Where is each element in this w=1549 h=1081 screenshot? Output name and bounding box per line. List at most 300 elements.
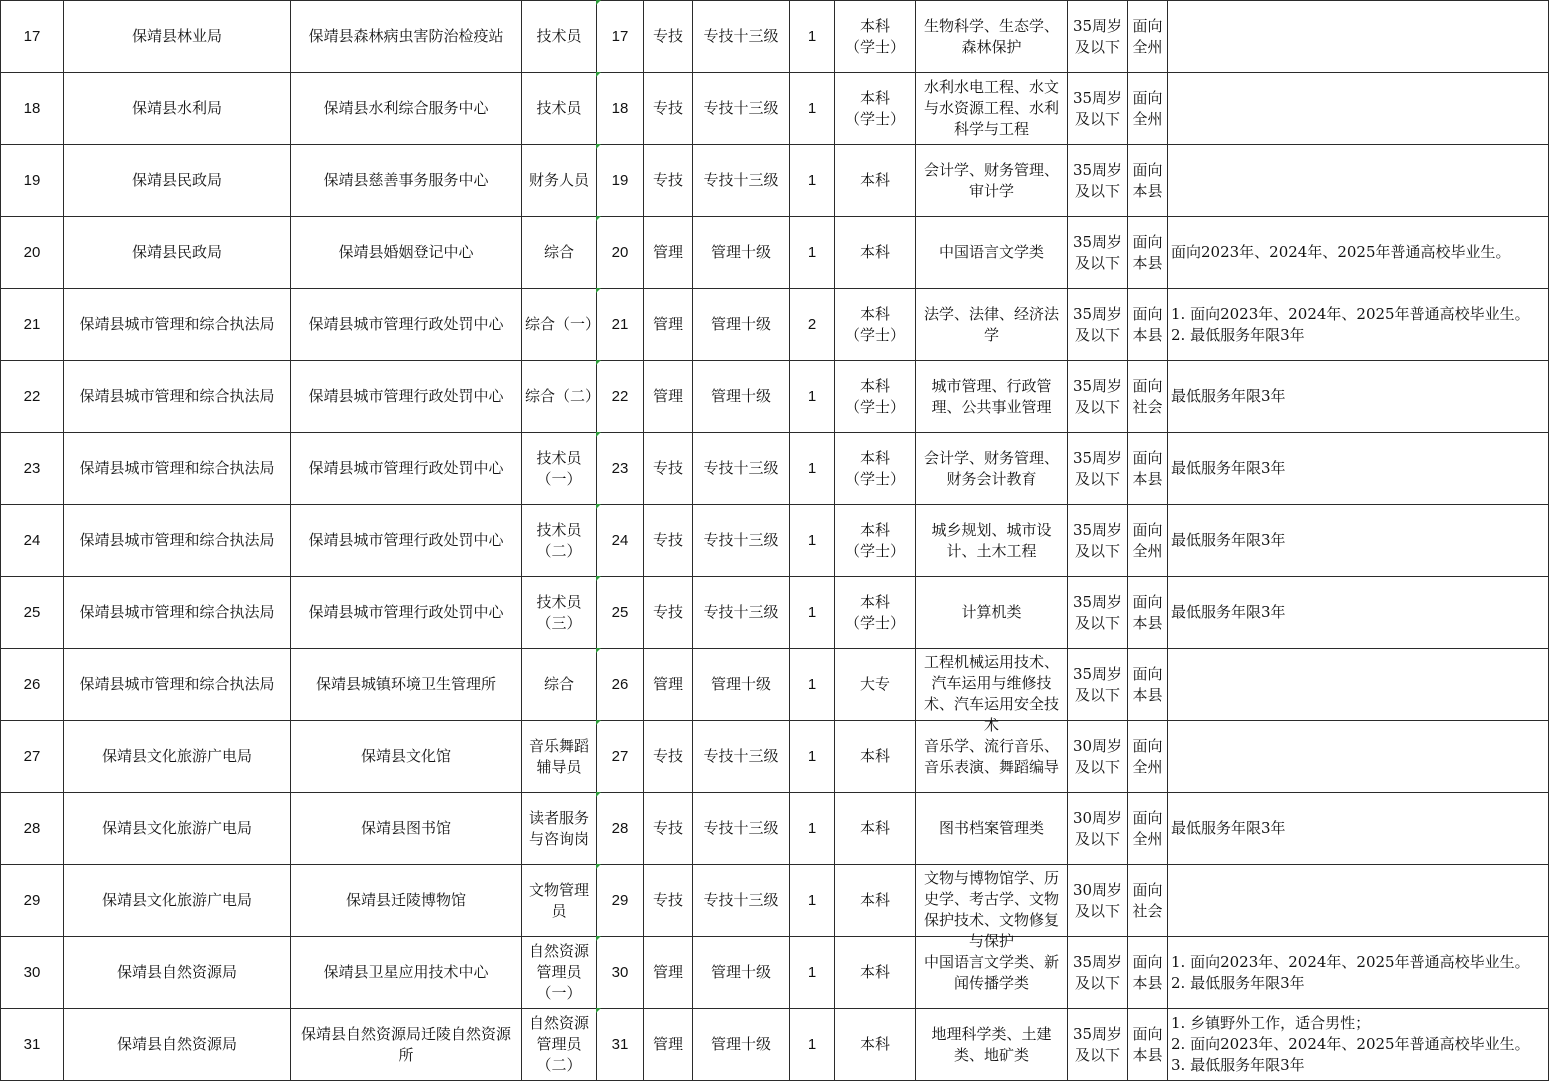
cell-employer-unit — [291, 505, 522, 577]
cell-major-requirement — [916, 433, 1068, 505]
cell-serial-number-text: 28 — [23, 820, 41, 837]
cell-position-type — [644, 1, 693, 73]
cell-position-grade — [693, 361, 790, 433]
cell-major-requirement-text: 中国语言文学类 — [938, 243, 1044, 261]
cell-recruit-scope — [1128, 721, 1168, 793]
cell-employer-unit-text: 保靖县城镇环境卫生管理所 — [315, 675, 496, 693]
cell-hiring-count-text: 1 — [807, 460, 817, 477]
cell-position-type-text: 管理 — [652, 675, 683, 693]
cell-notes — [1168, 145, 1549, 217]
cell-notes — [1168, 217, 1549, 289]
cell-major-requirement — [916, 721, 1068, 793]
cell-position-grade-text: 管理十级 — [710, 1035, 771, 1053]
cell-employer-unit — [291, 649, 522, 721]
cell-major-requirement-text: 法学、法律、经济法学 — [923, 304, 1059, 344]
degree-requirement: （学士） — [844, 397, 905, 416]
cell-position-name — [522, 793, 597, 865]
cell-department — [64, 1009, 291, 1081]
cell-notes — [1168, 289, 1549, 361]
cell-position-type-text: 专技 — [652, 27, 683, 45]
cell-department-text: 保靖县城市管理和综合执法局 — [79, 387, 275, 405]
cell-notes — [1168, 721, 1549, 793]
cell-recruit-scope-text: 面向全州 — [1132, 520, 1163, 560]
cell-major-requirement — [916, 649, 1068, 734]
cell-notes — [1168, 865, 1549, 937]
cell-position-name — [522, 865, 597, 937]
cell-position-name — [522, 289, 601, 361]
cell-department — [64, 793, 291, 865]
cell-employer-unit — [291, 577, 522, 649]
cell-recruit-scope-text: 面向本县 — [1132, 664, 1163, 704]
cell-education — [835, 793, 916, 865]
cell-serial-number-text: 26 — [23, 676, 41, 693]
table-row — [1, 577, 1549, 649]
note-line: 1. 乡镇野外工作，适合男性； — [1171, 1014, 1371, 1032]
cell-position-name-text: 财务人员 — [528, 171, 589, 189]
education-level: 大专 — [859, 675, 890, 693]
cell-position-name-text: 读者服务与咨询岗 — [528, 808, 589, 848]
cell-recruit-scope-text: 面向全州 — [1132, 808, 1163, 848]
education-level: 本科 — [859, 963, 890, 981]
degree-requirement: （学士） — [844, 469, 905, 488]
cell-recruit-scope — [1128, 793, 1168, 865]
cell-major-requirement — [916, 1, 1068, 73]
cell-position-type — [644, 865, 693, 937]
cell-hiring-count-text: 2 — [807, 316, 817, 333]
cell-department-text: 保靖县城市管理和综合执法局 — [79, 603, 275, 621]
cell-recruit-scope — [1128, 145, 1168, 217]
cell-position-grade-text: 专技十三级 — [703, 531, 779, 549]
cell-hiring-count — [790, 577, 835, 649]
cell-position-name-text: 自然资源管理员（二） — [528, 1014, 589, 1074]
cell-major-requirement — [916, 865, 1068, 950]
cell-age-requirement-text: 35周岁及以下 — [1072, 376, 1123, 416]
cell-serial-number — [1, 721, 64, 793]
cell-hiring-count-text: 1 — [807, 964, 817, 981]
cell-position-grade — [693, 577, 790, 649]
cell-serial-number — [1, 1009, 64, 1081]
cell-position-type — [644, 361, 693, 433]
cell-position-name-text: 综合（二） — [525, 387, 601, 405]
cell-department-text: 保靖县民政局 — [131, 243, 222, 261]
cell-employer-unit-text: 保靖县城市管理行政处罚中心 — [308, 459, 504, 477]
cell-age-requirement-text: 35周岁及以下 — [1072, 592, 1123, 632]
cell-age-requirement — [1068, 577, 1128, 649]
cell-serial-number — [1, 73, 64, 145]
cell-serial-number — [1, 937, 64, 1009]
cell-position-name — [522, 1, 597, 73]
cell-position-type-text: 管理 — [652, 963, 683, 981]
cell-position-type-text: 专技 — [652, 747, 683, 765]
education-level: 本科 — [859, 16, 890, 35]
education-level: 本科 — [859, 448, 890, 467]
cell-major-requirement — [916, 793, 1068, 865]
cell-position-grade-text: 管理十级 — [710, 315, 771, 333]
note-line: 2. 面向2023年、2024年、2025年普通高校毕业生。 — [1171, 1035, 1530, 1053]
education-level: 本科 — [859, 304, 890, 323]
table-row — [1, 1, 1549, 73]
cell-age-requirement-text: 35周岁及以下 — [1072, 448, 1123, 488]
cell-recruit-scope — [1128, 505, 1168, 577]
table-row — [1, 937, 1549, 1009]
cell-hiring-count — [790, 361, 835, 433]
education-level: 本科 — [859, 243, 890, 261]
cell-recruit-scope — [1128, 649, 1168, 721]
cell-hiring-count-text: 1 — [807, 748, 817, 765]
degree-requirement: （学士） — [844, 37, 905, 56]
cell-position-grade — [693, 73, 790, 145]
cell-position-name-text: 综合（一） — [525, 315, 601, 333]
cell-age-requirement-text: 35周岁及以下 — [1072, 16, 1123, 56]
table-row — [1, 433, 1549, 505]
cell-employer-unit — [291, 1009, 522, 1081]
cell-age-requirement — [1068, 145, 1128, 217]
cell-recruit-scope — [1128, 73, 1168, 145]
cell-hiring-count-text: 1 — [807, 820, 817, 837]
cell-recruit-scope — [1128, 217, 1168, 289]
cell-position-code-text: 29 — [611, 892, 629, 909]
cell-position-type-text: 管理 — [652, 387, 683, 405]
cell-notes — [1168, 577, 1549, 649]
cell-major-requirement — [916, 1009, 1068, 1081]
cell-major-requirement — [916, 73, 1068, 145]
note-line: 3. 最低服务年限3年 — [1171, 1056, 1305, 1074]
cell-position-grade — [693, 505, 790, 577]
cell-age-requirement-text: 35周岁及以下 — [1072, 232, 1123, 272]
cell-position-name — [522, 721, 597, 793]
cell-recruit-scope — [1128, 937, 1168, 1009]
cell-employer-unit-text: 保靖县自然资源局迁陵自然资源所 — [300, 1024, 511, 1064]
education-level: 本科 — [859, 819, 890, 837]
cell-position-type — [644, 289, 693, 361]
cell-position-code-text: 20 — [611, 244, 629, 261]
cell-education — [835, 721, 916, 793]
cell-hiring-count — [790, 865, 835, 937]
cell-age-requirement-text: 35周岁及以下 — [1072, 160, 1123, 200]
table-row — [1, 361, 1549, 433]
cell-hiring-count — [790, 1009, 835, 1081]
cell-employer-unit-text: 保靖县慈善事务服务中心 — [323, 171, 489, 189]
cell-position-name-text: 技术员（一） — [536, 448, 582, 488]
cell-position-grade — [693, 865, 790, 937]
cell-position-name-text: 技术员（二） — [536, 520, 582, 560]
table-row — [1, 289, 1549, 361]
cell-position-name-text: 综合 — [543, 243, 574, 261]
education-level: 本科 — [859, 88, 890, 107]
cell-age-requirement — [1068, 217, 1128, 289]
cell-position-code-text: 22 — [611, 388, 629, 405]
cell-position-name — [522, 145, 597, 217]
cell-department-text: 保靖县城市管理和综合执法局 — [79, 531, 275, 549]
degree-requirement: （学士） — [844, 109, 905, 128]
cell-education — [835, 361, 916, 433]
cell-position-code — [597, 289, 644, 361]
cell-department — [64, 433, 291, 505]
cell-education — [835, 1009, 916, 1081]
cell-major-requirement-text: 音乐学、流行音乐、音乐表演、舞蹈编导 — [923, 736, 1059, 776]
cell-employer-unit — [291, 145, 522, 217]
table-body — [1, 1, 1549, 1081]
cell-position-grade-text: 专技十三级 — [703, 603, 779, 621]
cell-education — [835, 505, 916, 577]
cell-major-requirement-text: 工程机械运用技术、汽车运用与维修技术、汽车运用安全技术 — [923, 652, 1059, 734]
cell-hiring-count-text: 1 — [807, 172, 817, 189]
cell-age-requirement-text: 35周岁及以下 — [1072, 304, 1123, 344]
cell-position-code-text: 31 — [611, 1036, 629, 1053]
cell-position-grade-text: 管理十级 — [710, 387, 771, 405]
cell-education — [835, 865, 916, 937]
cell-major-requirement-text: 生物科学、生态学、森林保护 — [923, 16, 1059, 56]
cell-department-text: 保靖县水利局 — [131, 99, 222, 117]
cell-hiring-count — [790, 217, 835, 289]
cell-age-requirement — [1068, 433, 1128, 505]
cell-employer-unit — [291, 793, 522, 865]
degree-requirement: （学士） — [844, 613, 905, 632]
cell-notes — [1168, 937, 1549, 1009]
cell-employer-unit — [291, 1, 522, 73]
cell-department-text: 保靖县文化旅游广电局 — [101, 819, 252, 837]
cell-position-name — [522, 361, 601, 433]
cell-major-requirement — [916, 937, 1068, 1009]
cell-position-code-text: 21 — [611, 316, 629, 333]
cell-serial-number — [1, 289, 64, 361]
cell-department — [64, 721, 291, 793]
cell-position-grade — [693, 793, 790, 865]
cell-hiring-count-text: 1 — [807, 532, 817, 549]
cell-major-requirement-text: 城市管理、行政管理、公共事业管理 — [931, 376, 1052, 416]
cell-age-requirement — [1068, 73, 1128, 145]
cell-position-type-text: 专技 — [652, 819, 683, 837]
cell-position-type — [644, 73, 693, 145]
cell-recruit-scope-text: 面向本县 — [1132, 232, 1163, 272]
cell-recruit-scope — [1128, 361, 1168, 433]
cell-education — [835, 145, 916, 217]
table-row — [1, 865, 1549, 937]
cell-serial-number — [1, 649, 64, 721]
note-line: 最低服务年限3年 — [1171, 387, 1286, 405]
cell-notes — [1168, 1009, 1549, 1081]
degree-requirement: （学士） — [844, 541, 905, 560]
cell-position-grade-text: 管理十级 — [710, 675, 771, 693]
cell-department-text: 保靖县城市管理和综合执法局 — [79, 459, 275, 477]
note-line: 面向2023年、2024年、2025年普通高校毕业生。 — [1171, 243, 1511, 261]
cell-department — [64, 577, 291, 649]
cell-position-type — [644, 433, 693, 505]
cell-age-requirement — [1068, 289, 1128, 361]
cell-position-name — [522, 649, 597, 721]
cell-serial-number-text: 18 — [23, 100, 41, 117]
cell-position-code — [597, 793, 644, 865]
cell-employer-unit-text: 保靖县文化馆 — [360, 747, 451, 765]
cell-hiring-count — [790, 721, 835, 793]
cell-position-code-text: 25 — [611, 604, 629, 621]
cell-serial-number — [1, 433, 64, 505]
cell-department — [64, 73, 291, 145]
cell-department-text: 保靖县文化旅游广电局 — [101, 891, 252, 909]
cell-age-requirement — [1068, 361, 1128, 433]
cell-serial-number-text: 22 — [23, 388, 41, 405]
cell-position-grade — [693, 289, 790, 361]
cell-age-requirement-text: 30周岁及以下 — [1072, 880, 1123, 920]
cell-notes — [1168, 1, 1549, 73]
cell-serial-number — [1, 145, 64, 217]
cell-position-name — [522, 433, 597, 505]
cell-education — [835, 1, 916, 73]
cell-position-grade — [693, 937, 790, 1009]
cell-major-requirement-text: 地理科学类、土建类、地矿类 — [931, 1024, 1052, 1064]
cell-position-grade-text: 管理十级 — [710, 963, 771, 981]
cell-position-grade-text: 管理十级 — [710, 243, 771, 261]
cell-serial-number — [1, 1, 64, 73]
cell-position-type-text: 专技 — [652, 603, 683, 621]
cell-serial-number-text: 30 — [23, 964, 41, 981]
table-row — [1, 793, 1549, 865]
cell-position-code — [597, 1009, 644, 1081]
cell-major-requirement-text: 文物与博物馆学、历史学、考古学、文物保护技术、文物修复与保护 — [923, 868, 1059, 950]
table-row — [1, 217, 1549, 289]
cell-major-requirement-text: 计算机类 — [961, 603, 1022, 621]
cell-employer-unit-text: 保靖县婚姻登记中心 — [338, 243, 474, 261]
cell-recruit-scope-text: 面向本县 — [1132, 952, 1163, 992]
cell-department — [64, 145, 291, 217]
cell-position-name-text: 综合 — [543, 675, 574, 693]
education-level: 本科 — [859, 520, 890, 539]
cell-position-name — [522, 73, 597, 145]
cell-serial-number-text: 27 — [23, 748, 41, 765]
cell-position-code — [597, 1, 644, 73]
cell-position-type-text: 专技 — [652, 459, 683, 477]
cell-major-requirement-text: 水利水电工程、水文与水资源工程、水利科学与工程 — [923, 78, 1059, 138]
cell-age-requirement-text: 30周岁及以下 — [1072, 736, 1123, 776]
cell-position-code — [597, 505, 644, 577]
degree-requirement: （学士） — [844, 325, 905, 344]
cell-position-code-text: 24 — [611, 532, 629, 549]
cell-major-requirement-text: 图书档案管理类 — [938, 819, 1044, 837]
cell-position-grade-text: 专技十三级 — [703, 819, 779, 837]
cell-hiring-count-text: 1 — [807, 28, 817, 45]
cell-age-requirement — [1068, 865, 1128, 937]
cell-position-grade — [693, 1, 790, 73]
cell-position-name — [522, 577, 597, 649]
note-line: 1. 面向2023年、2024年、2025年普通高校毕业生。 — [1171, 952, 1530, 971]
cell-major-requirement — [916, 217, 1068, 289]
cell-hiring-count — [790, 505, 835, 577]
cell-employer-unit-text: 保靖县卫星应用技术中心 — [323, 963, 489, 981]
note-line: 2. 最低服务年限3年 — [1171, 325, 1305, 344]
cell-hiring-count — [790, 145, 835, 217]
note-line: 最低服务年限3年 — [1171, 819, 1286, 837]
cell-position-code-text: 23 — [611, 460, 629, 477]
cell-department — [64, 649, 291, 721]
cell-age-requirement — [1068, 793, 1128, 865]
cell-recruit-scope-text: 面向本县 — [1132, 448, 1163, 488]
education-level: 本科 — [859, 376, 890, 395]
table-row — [1, 649, 1549, 721]
cell-age-requirement-text: 35周岁及以下 — [1072, 520, 1123, 560]
cell-department-text: 保靖县自然资源局 — [116, 1035, 237, 1053]
cell-age-requirement — [1068, 649, 1128, 721]
cell-notes — [1168, 361, 1549, 433]
table-row — [1, 1009, 1549, 1081]
cell-department-text: 保靖县文化旅游广电局 — [101, 747, 252, 765]
cell-major-requirement-text: 会计学、财务管理、财务会计教育 — [923, 448, 1059, 488]
cell-hiring-count — [790, 433, 835, 505]
table-row — [1, 505, 1549, 577]
cell-employer-unit — [291, 361, 522, 433]
cell-recruit-scope — [1128, 1, 1168, 73]
cell-position-code-text: 30 — [611, 964, 629, 981]
cell-major-requirement — [916, 505, 1068, 577]
cell-position-code-text: 26 — [611, 676, 629, 693]
cell-position-code-text: 18 — [611, 100, 629, 117]
cell-department — [64, 361, 291, 433]
note-line: 1. 面向2023年、2024年、2025年普通高校毕业生。 — [1171, 304, 1530, 323]
cell-position-grade-text: 专技十三级 — [703, 171, 779, 189]
cell-recruit-scope-text: 面向本县 — [1132, 592, 1163, 632]
cell-department — [64, 937, 291, 1009]
cell-serial-number-text: 20 — [23, 244, 41, 261]
cell-position-name-text: 文物管理员 — [528, 880, 589, 920]
cell-hiring-count-text: 1 — [807, 388, 817, 405]
cell-notes — [1168, 73, 1549, 145]
cell-employer-unit-text: 保靖县城市管理行政处罚中心 — [308, 315, 504, 333]
cell-recruit-scope-text: 面向社会 — [1132, 376, 1163, 416]
cell-recruit-scope-text: 面向全州 — [1132, 16, 1163, 56]
cell-hiring-count — [790, 289, 835, 361]
cell-hiring-count-text: 1 — [807, 244, 817, 261]
cell-position-type — [644, 937, 693, 1009]
cell-age-requirement-text: 35周岁及以下 — [1072, 1024, 1123, 1064]
cell-serial-number-text: 17 — [23, 28, 41, 45]
cell-position-grade-text: 专技十三级 — [703, 891, 779, 909]
cell-position-type-text: 管理 — [652, 1035, 683, 1053]
cell-department-text: 保靖县城市管理和综合执法局 — [79, 675, 275, 693]
cell-recruit-scope-text: 面向全州 — [1132, 88, 1163, 128]
cell-position-grade — [693, 1009, 790, 1081]
cell-employer-unit-text: 保靖县城市管理行政处罚中心 — [308, 603, 504, 621]
education-level: 本科 — [859, 171, 890, 189]
cell-employer-unit — [291, 73, 522, 145]
cell-position-name-text: 技术员 — [536, 99, 582, 117]
cell-education — [835, 937, 916, 1009]
cell-recruit-scope — [1128, 433, 1168, 505]
cell-position-type — [644, 577, 693, 649]
cell-serial-number-text: 23 — [23, 460, 41, 477]
cell-serial-number-text: 21 — [23, 316, 41, 333]
education-level: 本科 — [859, 891, 890, 909]
cell-serial-number-text: 19 — [23, 172, 41, 189]
cell-position-type-text: 专技 — [652, 891, 683, 909]
cell-position-code — [597, 361, 644, 433]
cell-position-code — [597, 433, 644, 505]
note-line: 2. 最低服务年限3年 — [1171, 973, 1305, 992]
cell-position-grade — [693, 649, 790, 721]
cell-hiring-count — [790, 649, 835, 721]
cell-position-name-text: 自然资源管理员（一） — [528, 942, 589, 1002]
cell-serial-number-text: 25 — [23, 604, 41, 621]
cell-notes — [1168, 793, 1549, 865]
cell-serial-number — [1, 865, 64, 937]
cell-position-grade-text: 专技十三级 — [703, 747, 779, 765]
note-line: 最低服务年限3年 — [1171, 531, 1286, 549]
cell-recruit-scope-text: 面向本县 — [1132, 304, 1163, 344]
cell-serial-number — [1, 361, 64, 433]
cell-position-name — [522, 217, 597, 289]
cell-position-grade-text: 专技十三级 — [703, 99, 779, 117]
cell-hiring-count — [790, 793, 835, 865]
cell-recruit-scope-text: 面向本县 — [1132, 1024, 1163, 1064]
cell-serial-number — [1, 793, 64, 865]
